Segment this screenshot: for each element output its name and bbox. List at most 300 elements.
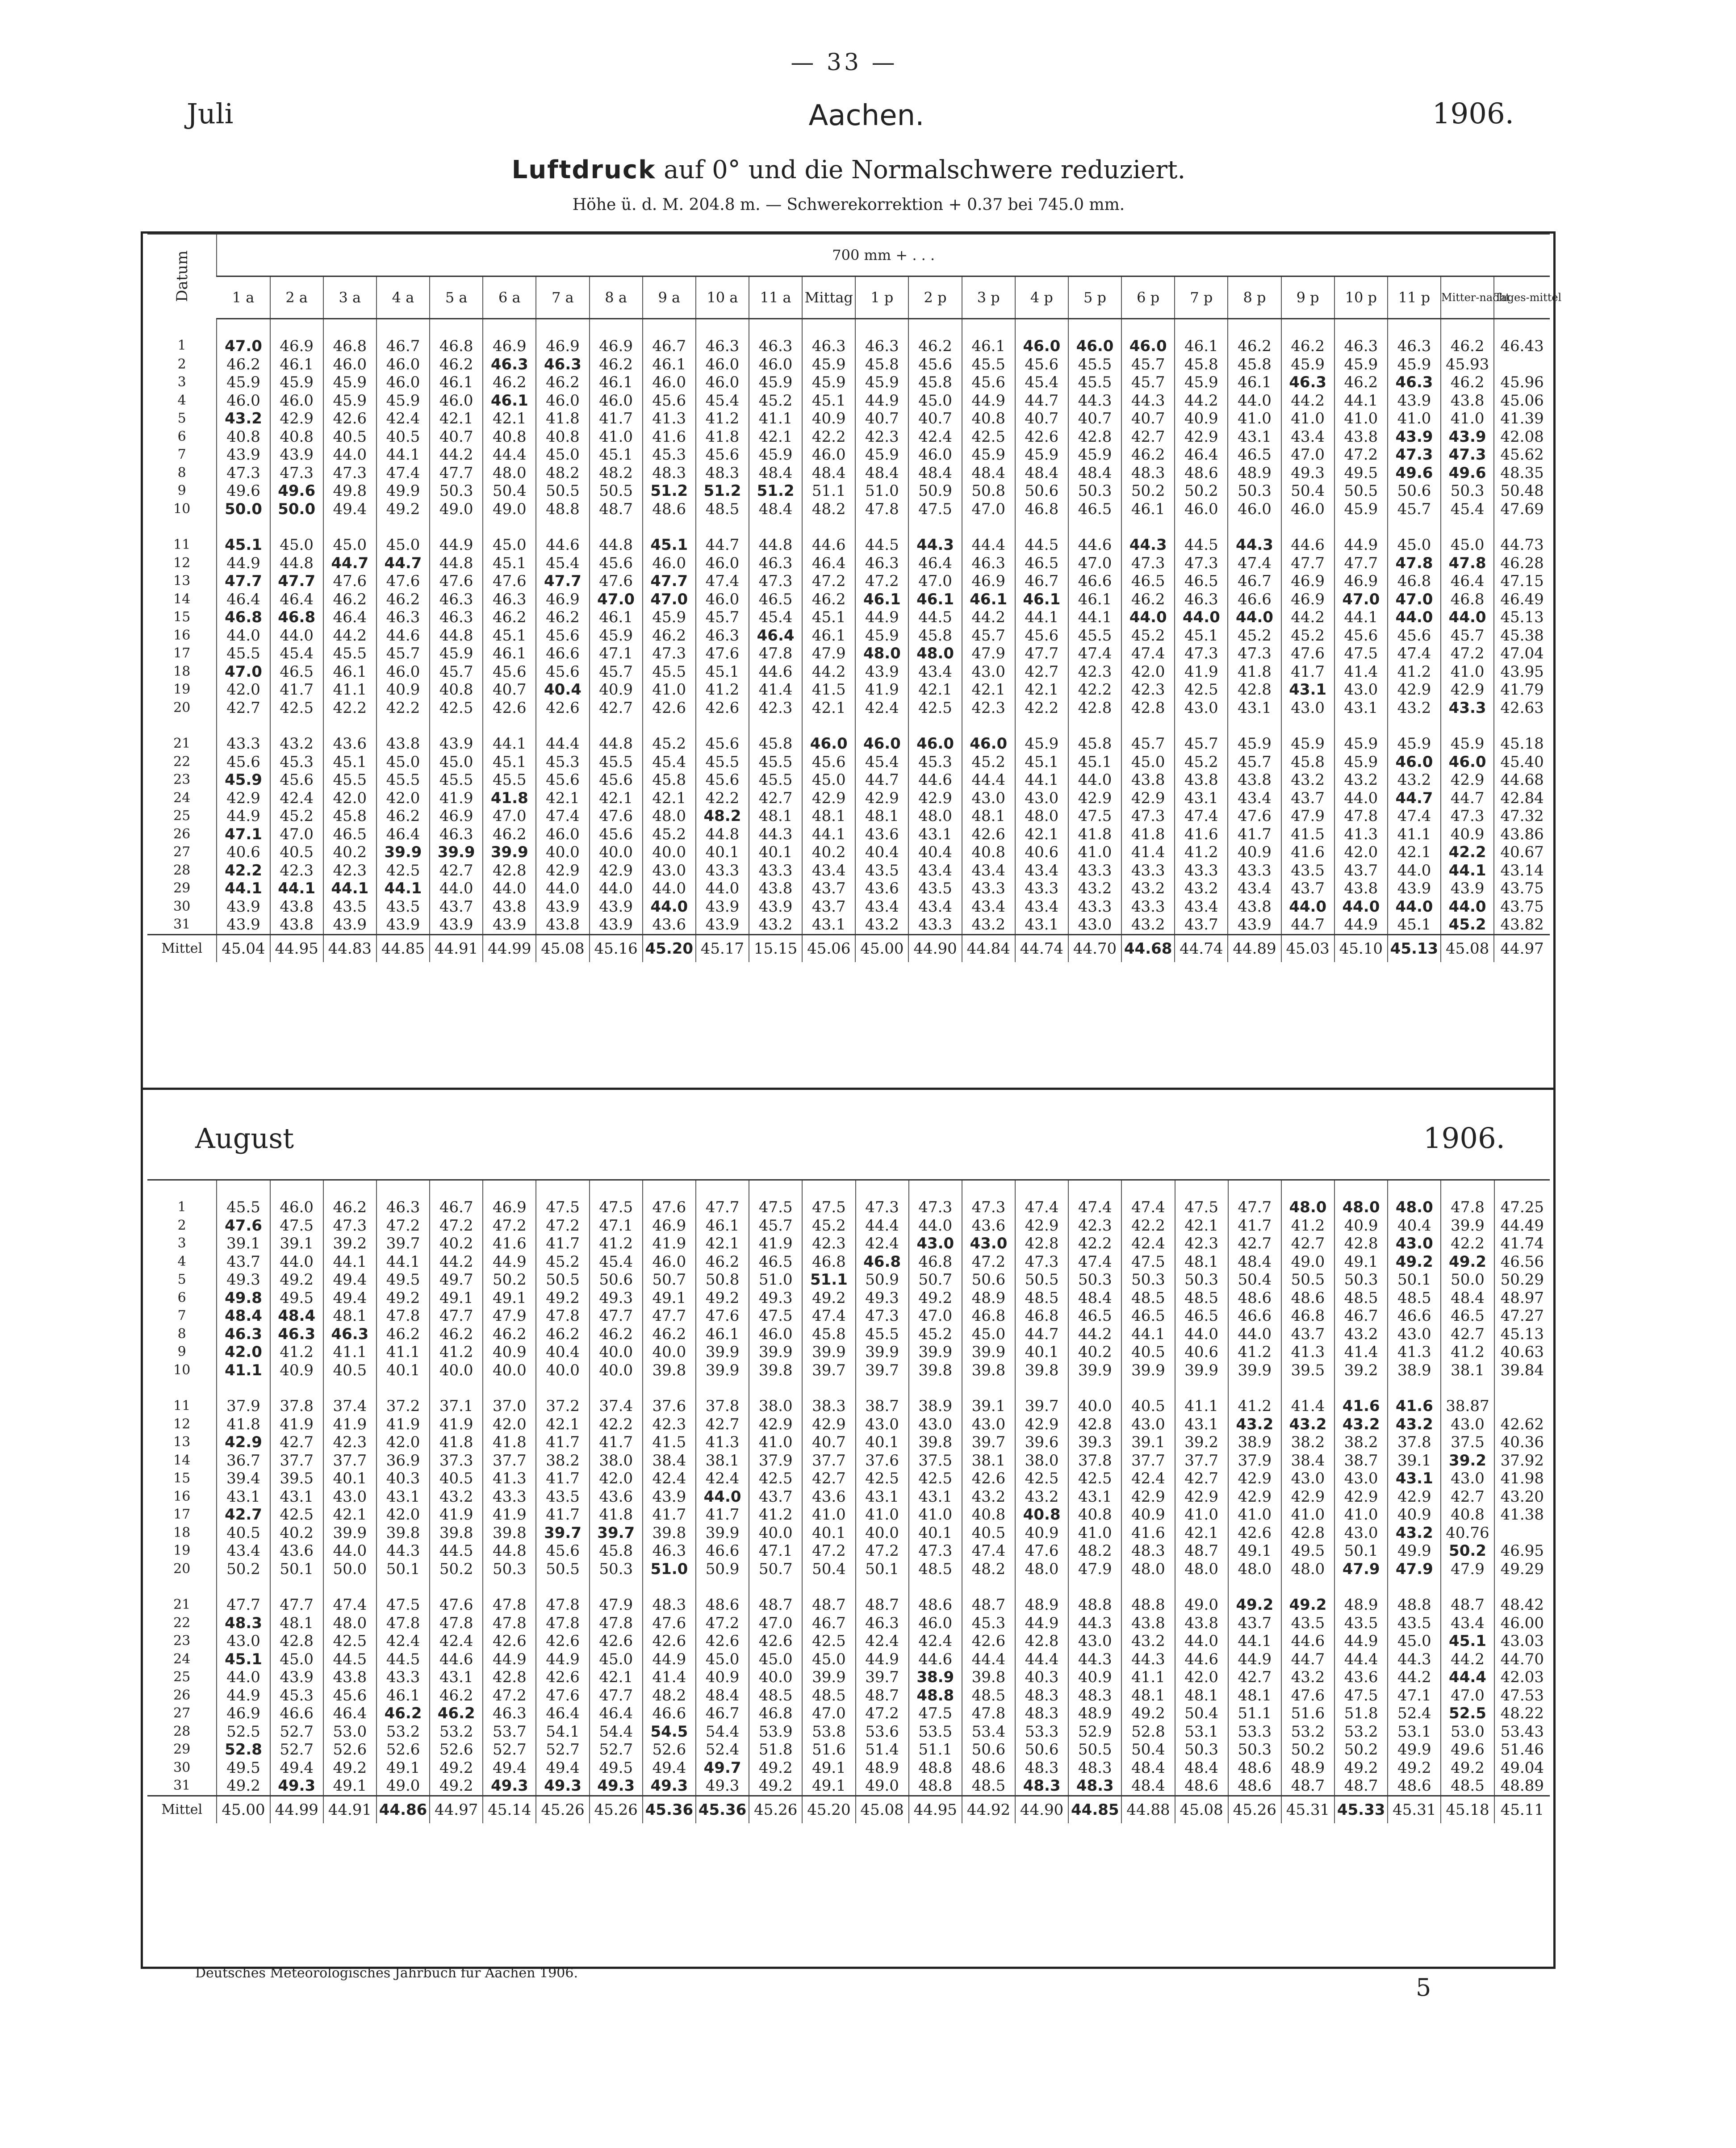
value-cell: 42.7 xyxy=(270,1433,323,1452)
value-cell: 49.5 xyxy=(1334,464,1388,482)
mean-cell: 45.31 xyxy=(1388,1796,1441,1823)
value-cell: 49.1 xyxy=(430,1289,483,1307)
value-cell: 45.3 xyxy=(908,753,962,771)
value-cell: 47.2 xyxy=(696,1614,749,1633)
value-cell: 47.4 xyxy=(1175,807,1228,825)
column-header-text: 6 p xyxy=(1137,289,1160,306)
value-cell: 54.4 xyxy=(696,1723,749,1741)
value-cell: 46.0 xyxy=(376,663,430,681)
value-cell: 50.5 xyxy=(536,1271,589,1289)
value-cell: 47.8 xyxy=(590,1614,643,1633)
value-cell: 46.0 xyxy=(590,392,643,410)
value-cell: 46.0 xyxy=(1015,319,1068,356)
value-cell: 42.1 xyxy=(590,1668,643,1687)
value-cell: 40.1 xyxy=(909,1524,962,1542)
value-cell: 47.6 xyxy=(696,1307,749,1325)
value-cell: 43.8 xyxy=(536,916,589,934)
value-cell: 47.6 xyxy=(1281,1687,1334,1705)
value-cell: 41.1 xyxy=(1121,1668,1175,1687)
value-cell: 49.3 xyxy=(696,1777,749,1796)
value-cell: 43.1 xyxy=(1015,916,1068,934)
value-cell: 48.1 xyxy=(1121,1687,1175,1705)
day-label: 15 xyxy=(173,1470,191,1486)
value-cell: 42.6 xyxy=(483,1632,536,1650)
value-cell: 44.0 xyxy=(270,1253,323,1271)
value-cell: 46.0 xyxy=(536,825,589,844)
value-cell: 42.8 xyxy=(1068,428,1121,446)
value-cell: 45.3 xyxy=(643,446,696,464)
day-label: 4 xyxy=(177,392,186,408)
value-cell: 45.7 xyxy=(1121,373,1175,392)
value-cell: 40.9 xyxy=(483,1343,536,1361)
value-cell: 44.9 xyxy=(217,554,270,573)
mean-cell: 45.13 xyxy=(1388,934,1441,962)
value-cell: 43.4 xyxy=(908,862,962,880)
table-row xyxy=(147,1614,1550,1633)
value-cell: 42.8 xyxy=(483,1668,536,1687)
value-cell: 44.4 xyxy=(1441,1668,1494,1687)
value-cell: 47.4 xyxy=(1121,645,1175,663)
value-cell: 43.2 xyxy=(962,1488,1015,1506)
value-cell: 48.97 xyxy=(1494,1289,1550,1307)
value-cell: 47.8 xyxy=(376,1307,430,1325)
value-cell: 46.3 xyxy=(376,608,430,627)
value-cell: 47.0 xyxy=(749,1614,802,1633)
value-cell: 42.6 xyxy=(536,699,589,717)
value-cell: 43.1 xyxy=(1281,681,1334,699)
value-cell: 47.2 xyxy=(376,1217,430,1235)
value-cell: 48.4 xyxy=(749,464,802,482)
value-cell: 46.0 xyxy=(643,1253,696,1271)
value-cell: 37.2 xyxy=(536,1379,589,1415)
value-cell: 45.0 xyxy=(270,1650,323,1669)
value-cell: 47.5 xyxy=(1068,807,1121,825)
value-cell: 40.6 xyxy=(1175,1343,1228,1361)
value-cell: 42.1 xyxy=(962,681,1015,699)
value-cell: 46.3 xyxy=(643,1542,696,1560)
mean-cell: 44.91 xyxy=(323,1796,376,1823)
value-cell: 47.0 xyxy=(643,590,696,609)
value-cell: 42.2 xyxy=(1441,1235,1494,1253)
value-cell: 49.0 xyxy=(1175,1578,1228,1614)
value-cell: 42.4 xyxy=(909,1632,962,1650)
value-cell: 43.3 xyxy=(1068,898,1121,916)
value-cell: 40.5 xyxy=(962,1524,1015,1542)
value-cell: 42.9 xyxy=(1281,1488,1334,1506)
table-row xyxy=(147,1452,1550,1470)
value-cell: 43.2 xyxy=(217,410,270,428)
value-cell: 40.5 xyxy=(1121,1343,1175,1361)
value-cell: 41.8 xyxy=(1068,825,1121,844)
value-cell: 42.9 xyxy=(1441,681,1494,699)
value-cell: 44.0 xyxy=(1228,1325,1281,1344)
value-cell: 46.5 xyxy=(1121,1307,1175,1325)
value-cell: 48.6 xyxy=(962,1759,1015,1777)
value-cell: 43.4 xyxy=(217,1542,270,1560)
value-cell: 48.1 xyxy=(270,1614,323,1633)
value-cell: 46.3 xyxy=(802,319,855,356)
column-header xyxy=(270,276,323,319)
table-row xyxy=(147,645,1550,663)
value-cell: 42.03 xyxy=(1494,1668,1550,1687)
value-cell: 43.1 xyxy=(908,825,962,844)
value-cell: 44.3 xyxy=(1121,1650,1175,1669)
value-cell: 45.9 xyxy=(1015,446,1068,464)
value-cell: 44.4 xyxy=(856,1217,909,1235)
value-cell: 44.0 xyxy=(590,879,643,898)
value-cell: 43.6 xyxy=(855,879,908,898)
value-cell: 40.2 xyxy=(270,1524,323,1542)
city-title: Aachen. xyxy=(808,99,924,132)
value-cell: 43.3 xyxy=(1121,898,1175,916)
value-cell: 42.5 xyxy=(270,1506,323,1524)
value-cell: 43.0 xyxy=(1388,1235,1441,1253)
value-cell: 43.3 xyxy=(749,862,802,880)
value-cell: 44.1 xyxy=(1228,1632,1281,1650)
value-cell: 46.1 xyxy=(1175,319,1228,356)
value-cell: 47.3 xyxy=(749,572,802,590)
value-cell: 46.0 xyxy=(323,356,376,374)
value-cell: 46.5 xyxy=(749,590,802,609)
value-cell: 48.3 xyxy=(1015,1759,1068,1777)
value-cell: 47.4 xyxy=(1068,1181,1121,1217)
value-cell: 46.1 xyxy=(1121,500,1175,519)
table-row xyxy=(147,916,1550,934)
value-cell: 42.4 xyxy=(376,410,430,428)
value-cell: 46.0 xyxy=(909,1614,962,1633)
value-cell: 37.0 xyxy=(483,1379,536,1415)
value-cell: 40.9 xyxy=(1228,843,1281,862)
value-cell: 47.3 xyxy=(270,464,323,482)
value-cell: 49.4 xyxy=(323,1271,376,1289)
value-cell: 43.0 xyxy=(909,1415,962,1434)
value-cell: 47.4 xyxy=(1388,645,1441,663)
value-cell: 45.7 xyxy=(749,1217,802,1235)
value-cell: 43.2 xyxy=(270,717,323,753)
value-cell: 47.0 xyxy=(270,825,323,844)
value-cell: 43.3 xyxy=(908,916,962,934)
table-row xyxy=(147,319,1550,356)
value-cell: 53.5 xyxy=(909,1723,962,1741)
value-cell: 45.6 xyxy=(590,554,643,573)
value-cell: 44.3 xyxy=(1228,518,1281,554)
value-cell: 37.7 xyxy=(802,1452,855,1470)
value-cell: 46.5 xyxy=(323,825,376,844)
value-cell: 45.0 xyxy=(908,392,962,410)
value-cell: 45.5 xyxy=(696,753,749,771)
value-cell: 46.95 xyxy=(1494,1542,1550,1560)
value-cell: 46.2 xyxy=(430,1687,483,1705)
mean-cell: 44.99 xyxy=(270,1796,323,1823)
value-cell: 46.1 xyxy=(483,392,536,410)
value-cell: 50.3 xyxy=(590,1560,643,1579)
value-cell: 46.2 xyxy=(376,1325,430,1344)
value-cell: 48.9 xyxy=(856,1759,909,1777)
value-cell: 47.6 xyxy=(590,807,643,825)
value-cell: 47.3 xyxy=(323,464,376,482)
value-cell: 43.1 xyxy=(270,1488,323,1506)
value-cell: 45.13 xyxy=(1494,1325,1550,1344)
value-cell: 40.4 xyxy=(536,1343,589,1361)
value-cell: 39.9 xyxy=(1068,1361,1121,1380)
value-cell: 50.0 xyxy=(1441,1271,1494,1289)
value-cell: 39.9 xyxy=(696,1361,749,1380)
day-label: 19 xyxy=(173,682,191,697)
value-cell: 42.9 xyxy=(1388,681,1441,699)
column-header xyxy=(1388,276,1441,319)
value-cell: 47.6 xyxy=(217,1217,270,1235)
day-label: 31 xyxy=(173,917,191,932)
value-cell: 44.0 xyxy=(536,879,589,898)
value-cell: 42.0 xyxy=(1334,843,1388,862)
value-cell: 41.6 xyxy=(1281,843,1334,862)
value-cell: 46.5 xyxy=(1175,1307,1228,1325)
value-cell: 52.9 xyxy=(1068,1723,1121,1741)
value-cell: 48.1 xyxy=(1228,1687,1281,1705)
value-cell: 45.7 xyxy=(962,627,1015,645)
value-cell: 38.9 xyxy=(1228,1433,1281,1452)
value-cell: 45.5 xyxy=(856,1325,909,1344)
value-cell: 48.5 xyxy=(1388,1289,1441,1307)
table-row xyxy=(147,771,1550,789)
value-cell: 42.7 xyxy=(1015,663,1068,681)
value-cell: 46.2 xyxy=(536,1325,589,1344)
value-cell: 43.8 xyxy=(1228,771,1281,789)
value-cell: 46.3 xyxy=(1175,590,1228,609)
value-cell: 45.9 xyxy=(855,373,908,392)
value-cell: 41.7 xyxy=(1228,1217,1281,1235)
value-cell: 37.3 xyxy=(430,1452,483,1470)
value-cell: 46.2 xyxy=(696,1253,749,1271)
day-label: 3 xyxy=(177,374,186,390)
value-cell: 49.4 xyxy=(323,1289,376,1307)
value-cell: 47.8 xyxy=(536,1578,589,1614)
value-cell: 42.5 xyxy=(1068,1470,1121,1488)
table-row xyxy=(147,1506,1550,1524)
value-cell: 50.2 xyxy=(430,1560,483,1579)
value-cell: 48.3 xyxy=(1068,1687,1121,1705)
value-cell: 44.0 xyxy=(1441,898,1494,916)
column-header-text: Tages-mittel xyxy=(1494,291,1562,304)
value-cell: 44.1 xyxy=(802,825,855,844)
value-cell: 42.0 xyxy=(590,1470,643,1488)
value-cell: 48.5 xyxy=(1334,1289,1388,1307)
value-cell: 42.0 xyxy=(1175,1668,1228,1687)
value-cell: 44.3 xyxy=(749,825,802,844)
value-cell: 43.1 xyxy=(376,1488,430,1506)
value-cell: 50.5 xyxy=(590,482,643,500)
value-cell: 47.6 xyxy=(430,1578,483,1614)
value-cell: 46.1 xyxy=(1015,590,1068,609)
value-cell: 49.4 xyxy=(270,1759,323,1777)
value-cell: 41.8 xyxy=(1228,663,1281,681)
value-cell: 45.5 xyxy=(430,771,483,789)
value-cell: 45.9 xyxy=(1281,717,1334,753)
value-cell: 48.0 xyxy=(483,464,536,482)
value-cell: 46.4 xyxy=(590,1704,643,1723)
value-cell: 50.3 xyxy=(1068,1271,1121,1289)
value-cell: 44.0 xyxy=(696,879,749,898)
value-cell: 44.4 xyxy=(1334,1650,1388,1669)
value-cell: 46.9 xyxy=(1281,572,1334,590)
value-cell: 50.7 xyxy=(909,1271,962,1289)
value-cell: 47.3 xyxy=(1228,645,1281,663)
value-cell: 41.8 xyxy=(590,1506,643,1524)
value-cell: 48.6 xyxy=(643,500,696,519)
page-number: — 33 — xyxy=(791,49,898,76)
value-cell: 43.2 xyxy=(962,916,1015,934)
value-cell: 48.4 xyxy=(1068,464,1121,482)
value-cell: 49.2 xyxy=(217,1777,270,1796)
value-cell: 43.9 xyxy=(643,1488,696,1506)
value-cell: 38.4 xyxy=(643,1452,696,1470)
value-cell: 54.1 xyxy=(536,1723,589,1741)
day-label: 18 xyxy=(173,1524,191,1541)
value-cell: 47.5 xyxy=(270,1217,323,1235)
mean-cell: 45.06 xyxy=(802,934,855,962)
value-cell: 47.6 xyxy=(1228,807,1281,825)
value-cell: 45.6 xyxy=(323,1687,376,1705)
value-cell: 41.0 xyxy=(856,1506,909,1524)
value-cell: 48.4 xyxy=(1441,1289,1494,1307)
value-cell: 42.1 xyxy=(536,789,589,808)
value-cell: 42.4 xyxy=(856,1235,909,1253)
value-cell: 47.3 xyxy=(1441,807,1494,825)
value-cell: 48.5 xyxy=(962,1687,1015,1705)
table-row xyxy=(147,663,1550,681)
value-cell: 47.2 xyxy=(536,1217,589,1235)
value-cell: 43.9 xyxy=(323,916,376,934)
value-cell: 44.1 xyxy=(1334,392,1388,410)
value-cell: 43.9 xyxy=(1441,879,1494,898)
column-header xyxy=(908,276,962,319)
value-cell: 43.5 xyxy=(1388,1614,1441,1633)
mean-cell: 45.17 xyxy=(696,934,749,962)
value-cell: 48.0 xyxy=(323,1614,376,1633)
day-label: 20 xyxy=(173,1561,191,1577)
value-cell: 46.3 xyxy=(856,1614,909,1633)
value-cell: 43.0 xyxy=(962,1415,1015,1434)
value-cell: 52.7 xyxy=(270,1741,323,1759)
value-cell: 46.56 xyxy=(1494,1253,1550,1271)
value-cell: 41.4 xyxy=(1334,663,1388,681)
value-cell: 44.0 xyxy=(1334,898,1388,916)
value-cell: 46.0 xyxy=(430,392,483,410)
value-cell: 45.2 xyxy=(643,717,696,753)
value-cell: 51.6 xyxy=(802,1741,855,1759)
value-cell: 45.4 xyxy=(536,554,589,573)
value-cell: 49.3 xyxy=(536,1777,589,1796)
value-cell: 43.9 xyxy=(270,1668,323,1687)
value-cell: 42.1 xyxy=(696,1235,749,1253)
value-cell: 42.6 xyxy=(536,1668,589,1687)
value-cell: 45.6 xyxy=(536,771,589,789)
value-cell: 47.7 xyxy=(643,572,696,590)
month-label-july: Juli xyxy=(187,97,234,130)
value-cell: 43.0 xyxy=(1388,1325,1441,1344)
column-header-text: 10 a xyxy=(707,289,738,306)
day-label: 3 xyxy=(177,1235,186,1251)
value-cell: 44.9 xyxy=(483,1253,536,1271)
value-cell: 44.70 xyxy=(1494,1650,1550,1669)
value-cell: 39.8 xyxy=(643,1524,696,1542)
value-cell: 42.3 xyxy=(855,428,908,446)
value-cell: 46.3 xyxy=(962,554,1015,573)
value-cell: 53.1 xyxy=(1388,1723,1441,1741)
value-cell: 39.8 xyxy=(909,1361,962,1380)
value-cell: 47.8 xyxy=(749,645,802,663)
value-cell: 42.9 xyxy=(908,789,962,808)
value-cell: 42.3 xyxy=(1068,663,1121,681)
column-header xyxy=(536,276,589,319)
value-cell: 45.8 xyxy=(590,1542,643,1560)
value-cell: 40.2 xyxy=(1068,1343,1121,1361)
value-cell: 40.9 xyxy=(802,410,855,428)
value-cell: 49.2 xyxy=(430,1759,483,1777)
value-cell: 45.2 xyxy=(536,1253,589,1271)
value-cell: 49.3 xyxy=(643,1777,696,1796)
value-cell: 50.0 xyxy=(323,1560,376,1579)
value-cell: 44.7 xyxy=(376,554,430,573)
value-cell: 43.2 xyxy=(1334,771,1388,789)
value-cell: 41.7 xyxy=(536,1470,589,1488)
value-cell: 40.9 xyxy=(270,1361,323,1380)
value-cell: 43.6 xyxy=(855,825,908,844)
table-row xyxy=(147,807,1550,825)
value-cell: 45.5 xyxy=(376,771,430,789)
value-cell: 53.3 xyxy=(1015,1723,1068,1741)
value-cell: 47.5 xyxy=(1334,1687,1388,1705)
value-cell: 44.2 xyxy=(1068,1325,1121,1344)
value-cell: 48.9 xyxy=(1015,1578,1068,1614)
day-label: 25 xyxy=(173,808,191,824)
column-header-text: 7 a xyxy=(552,289,574,306)
value-cell: 50.6 xyxy=(1388,482,1441,500)
value-cell: 48.9 xyxy=(962,1289,1015,1307)
value-cell: 42.9 xyxy=(1015,1415,1068,1434)
value-cell: 48.5 xyxy=(1121,1289,1175,1307)
value-cell: 45.6 xyxy=(536,1542,589,1560)
value-cell: 49.2 xyxy=(323,1759,376,1777)
value-cell: 46.4 xyxy=(908,554,962,573)
value-cell: 44.3 xyxy=(1068,1650,1121,1669)
value-cell: 45.1 xyxy=(483,627,536,645)
value-cell: 37.7 xyxy=(1175,1452,1228,1470)
value-cell: 48.1 xyxy=(855,807,908,825)
value-cell: 40.9 xyxy=(1175,410,1228,428)
value-cell: 37.9 xyxy=(749,1452,802,1470)
value-cell: 42.8 xyxy=(1121,699,1175,717)
value-cell: 48.2 xyxy=(643,1687,696,1705)
value-cell: 41.6 xyxy=(1334,1379,1388,1415)
value-cell: 37.6 xyxy=(643,1379,696,1415)
value-cell: 41.0 xyxy=(1068,1524,1121,1542)
value-cell: 42.6 xyxy=(696,699,749,717)
table-row xyxy=(147,356,1550,374)
value-cell: 47.5 xyxy=(1121,1253,1175,1271)
value-cell: 45.6 xyxy=(696,717,749,753)
value-cell: 45.8 xyxy=(643,771,696,789)
value-cell: 46.5 xyxy=(1441,1307,1494,1325)
value-cell: 50.6 xyxy=(962,1741,1015,1759)
value-cell: 52.6 xyxy=(376,1741,430,1759)
value-cell: 46.9 xyxy=(536,319,589,356)
value-cell: 42.6 xyxy=(323,410,376,428)
value-cell: 46.8 xyxy=(749,1704,802,1723)
value-cell: 48.2 xyxy=(1068,1542,1121,1560)
value-cell: 45.5 xyxy=(1068,627,1121,645)
value-cell: 52.5 xyxy=(1441,1704,1494,1723)
